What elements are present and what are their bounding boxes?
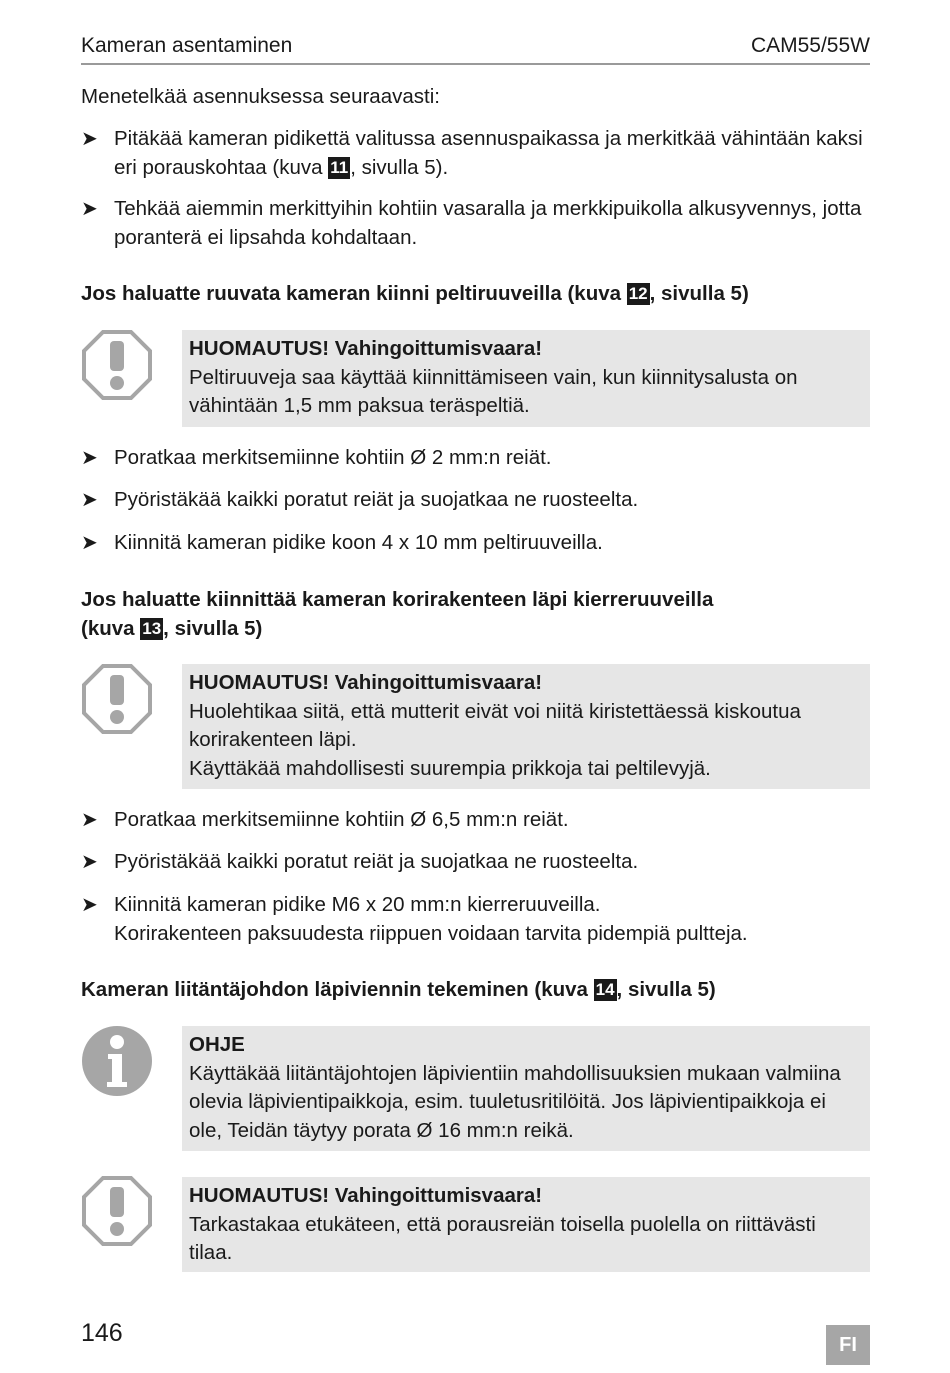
language-badge: FI xyxy=(826,1325,870,1365)
list-item: ➤ Pitäkää kameran pidikettä valitussa asennuspaikassa ja merkitkää vähintään kaksi eri porauskohtaa (kuva 11, sivulla 5). xyxy=(81,127,863,179)
figure-ref: 14 xyxy=(595,980,615,999)
arrow-bullet-icon: ➤ xyxy=(81,532,98,554)
info-circle-icon xyxy=(81,1025,153,1097)
list-item: ➤ Poratkaa merkitsemiinne kohtiin Ø 6,5 mm:n reiät. xyxy=(81,806,871,835)
note-text: Tarkastakaa etukäteen, että porausreiän toisella puolella on riittävästi tilaa. xyxy=(189,1212,816,1264)
list-item: ➤ Pyöristäkää kaikki poratut reiät ja suojatkaa ne ruosteelta. xyxy=(81,848,871,877)
arrow-bullet-icon: ➤ xyxy=(81,128,98,150)
list-item: ➤ Kiinnitä kameran pidike M6 x 20 mm:n kierreruuveilla. Korirakenteen paksuudesta riippuen voidaan tarvita pidempiä pultteja. xyxy=(81,893,748,945)
note-text: Huolehtikaa siitä, että mutterit eivät voi niitä kiristettäessä kiskoutua korirakenteen läpi. xyxy=(189,699,801,751)
section-heading: Jos haluatte ruuvata kameran kiinni peltiruuveilla (kuva 12, sivulla 5) xyxy=(81,282,749,305)
list-item: ➤ Poratkaa merkitsemiinne kohtiin Ø 2 mm:n reiät. xyxy=(81,444,871,473)
arrow-bullet-icon: ➤ xyxy=(81,851,98,873)
warning-note xyxy=(182,330,870,427)
note-text: Peltiruuveja saa käyttää kiinnittämiseen vain, kun kiinnitysalusta on vähintään 1,5 mm paksua teräspeltiä. xyxy=(189,365,798,417)
note-title: HUOMAUTUS! Vahingoittumisvaara! xyxy=(189,1184,543,1207)
section-title: Kameran asentaminen xyxy=(81,34,293,57)
page-header xyxy=(81,33,870,65)
arrow-bullet-icon: ➤ xyxy=(81,198,98,220)
note-title: HUOMAUTUS! Vahingoittumisvaara! xyxy=(189,671,543,694)
model-name: CAM55/55W xyxy=(750,34,870,57)
intro-text: Menetelkää asennuksessa seuraavasti: xyxy=(81,85,440,108)
section-heading: Jos haluatte kiinnittää kameran korirakenteen läpi kierreruuveilla (kuva 13, sivulla 5) xyxy=(81,588,714,640)
section-heading: Kameran liitäntäjohdon läpiviennin tekeminen (kuva 14, sivulla 5) xyxy=(81,978,716,1001)
note-text: Käyttäkää mahdollisesti suurempia prikkoja tai peltilevyjä. xyxy=(189,756,711,780)
list-item: ➤ Pyöristäkää kaikki poratut reiät ja suojatkaa ne ruosteelta. xyxy=(81,486,871,515)
figure-ref: 11 xyxy=(330,157,349,177)
info-note xyxy=(182,1026,870,1151)
warning-octagon-icon xyxy=(81,329,153,401)
list-item: ➤ Kiinnitä kameran pidike koon 4 x 10 mm peltiruuveilla. xyxy=(81,529,871,558)
arrow-bullet-icon: ➤ xyxy=(81,894,98,916)
note-title: OHJE xyxy=(189,1033,245,1056)
figure-ref: 13 xyxy=(142,618,162,638)
figure-ref: 12 xyxy=(628,284,648,303)
warning-note xyxy=(182,1177,870,1272)
arrow-bullet-icon: ➤ xyxy=(81,447,98,469)
arrow-bullet-icon: ➤ xyxy=(81,489,98,511)
note-text: Käyttäkää liitäntäjohtojen läpivientiin mahdollisuuksien mukaan valmiina olevia läpivientipaikkoja, esim. tuuletusritilöitä. Jos läpivientipaikkoja ei ole, Teidän täytyy porata Ø 16 mm:n reikä. xyxy=(189,1061,841,1142)
page-number: 146 xyxy=(81,1319,123,1347)
arrow-bullet-icon: ➤ xyxy=(81,809,98,831)
note-title: HUOMAUTUS! Vahingoittumisvaara! xyxy=(189,337,543,360)
warning-note xyxy=(182,664,870,789)
list-item: ➤ Tehkää aiemmin merkittyihin kohtiin vasaralla ja merkkipuikolla alkusyvennys, jotta poranterä ei lipsahda kohdaltaan. xyxy=(81,197,862,249)
warning-octagon-icon xyxy=(81,663,153,735)
warning-octagon-icon xyxy=(81,1175,153,1247)
